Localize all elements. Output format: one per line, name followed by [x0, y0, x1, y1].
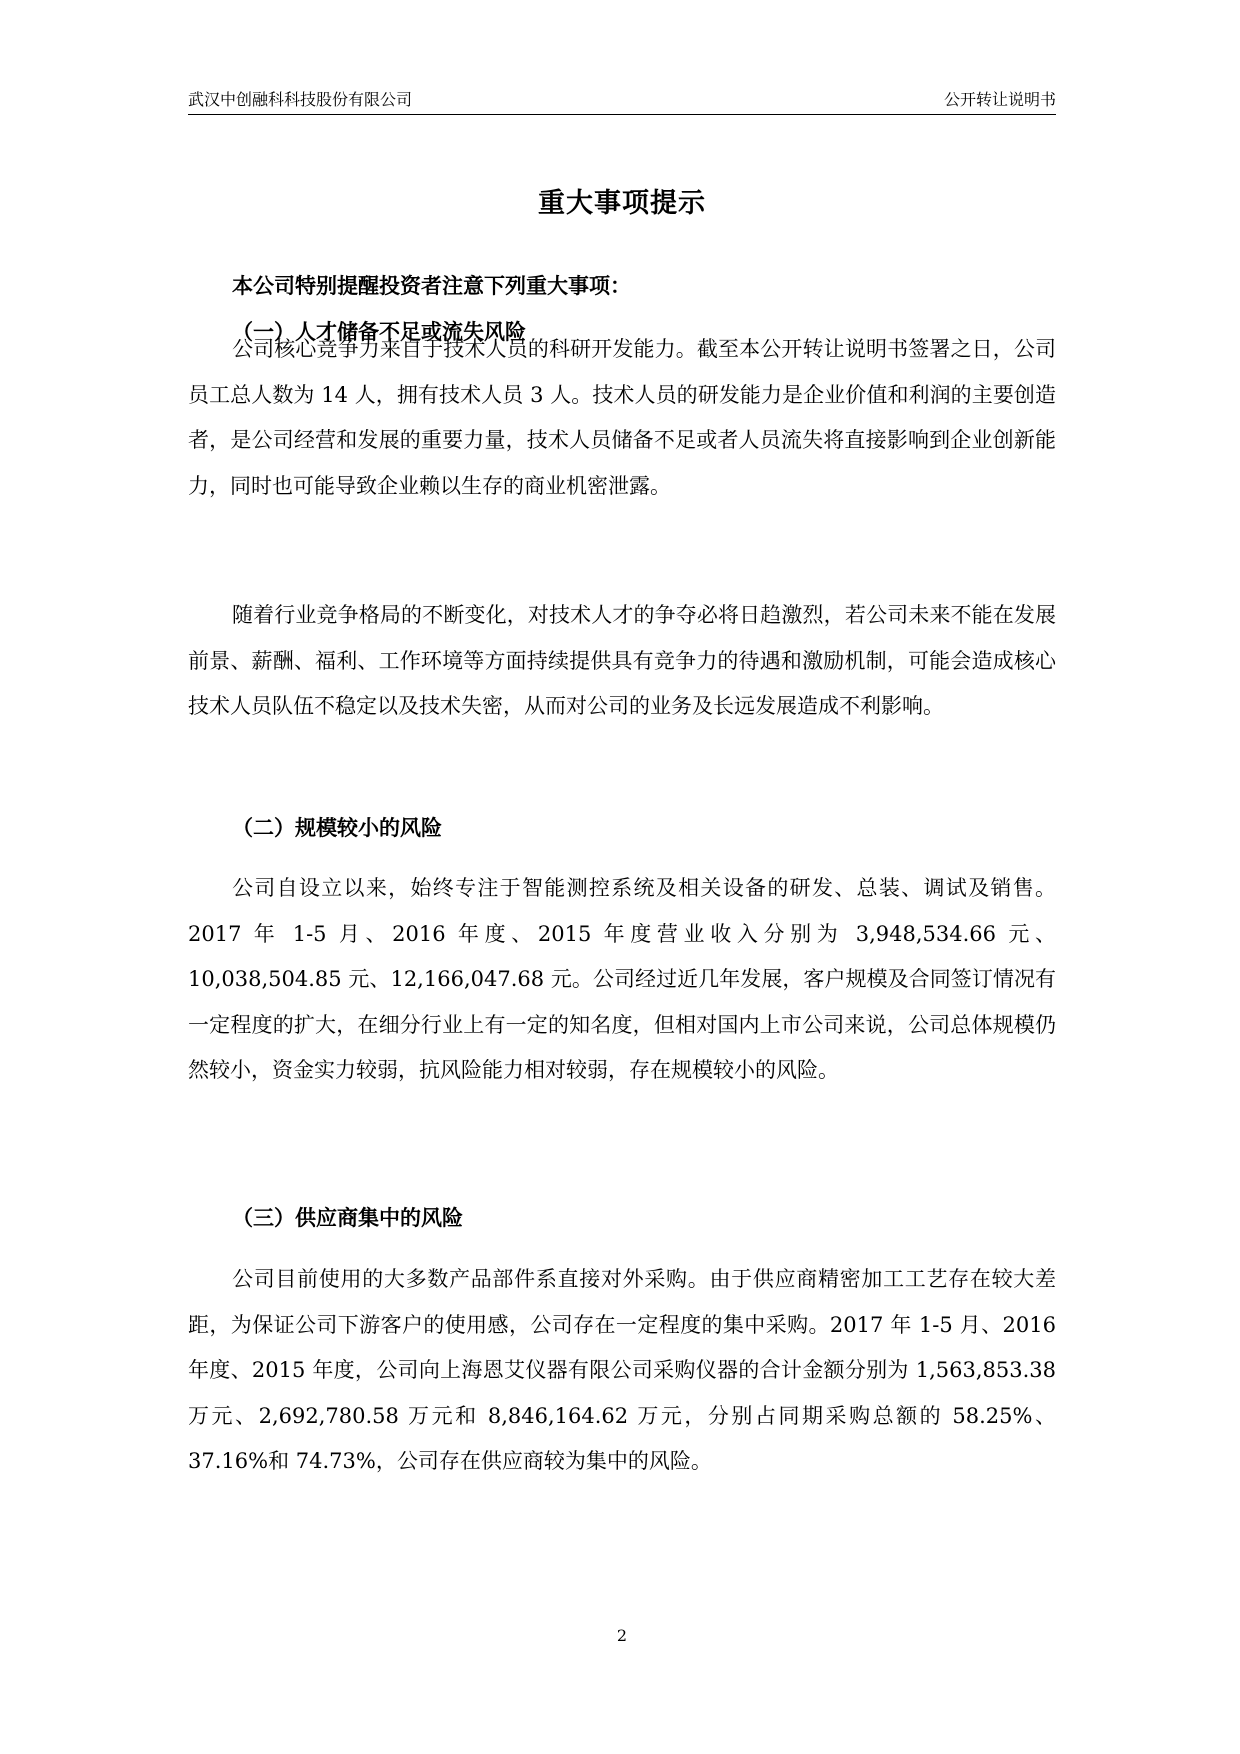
- page-header: [188, 86, 1056, 115]
- page-number: 2: [616, 1626, 628, 1645]
- intro-statement: 本公司特别提醒投资者注意下列重大事项：: [232, 273, 631, 298]
- section-1-paragraph-2: 随着行业竞争格局的不断变化，对技术人才的争夺必将日趋激烈，若公司未来不能在发展前景、薪酬、福利、工作环境等方面持续提供具有竞争力的待遇和激励机制，可能会造成核心技术人员队伍不稳定以及技术失密，从而对公司的业务及长远发展造成不利影响。: [188, 603, 1056, 718]
- header-company-name: 武汉中创融科科技股份有限公司: [188, 90, 413, 109]
- section-1-paragraph-1: 公司核心竞争力来自于技术人员的科研开发能力。截至本公开转让说明书签署之日，公司员工总人数为 14 人，拥有技术人员 3 人。技术人员的研发能力是企业价值和利润的主要创造者，是公司经营和发展的重要力量，技术人员储备不足或者人员流失将直接影响到企业创新能力，同时也可能导致企业赖以生存的商业机密泄露。: [188, 337, 1056, 498]
- section-1-heading: （一）人才储备不足或流失风险: [232, 319, 526, 344]
- header-document-type: 公开转让说明书: [943, 90, 1056, 109]
- section-3-paragraph-1: 公司目前使用的大多数产品部件系直接对外采购。由于供应商精密加工工艺存在较大差距，为保证公司下游客户的使用感，公司存在一定程度的集中采购。2017 年 1-5 月、2016 年度、2015 年度，公司向上海恩艾仪器有限公司采购仪器的合计金额分别为 1,563,853.38 万元、2,692,780.58 万元和 8,846,164.62 万元，分别占同期采购总额的 58.25%、37.16%和 74.73%，公司存在供应商较为集中的风险。: [188, 1267, 1056, 1473]
- section-2-heading: （二）规模较小的风险: [232, 815, 442, 840]
- section-3-heading: （三）供应商集中的风险: [232, 1205, 463, 1230]
- page-title: 重大事项提示: [538, 188, 706, 219]
- section-2-paragraph-1: 公司自设立以来，始终专注于智能测控系统及相关设备的研发、总装、调试及销售。2017 年 1-5 月、2016 年度、2015 年度营业收入分别为 3,948,534.66 元、10,038,504.85 元、12,166,047.68 元。公司经过近几年发展，客户规模及合同签订情况有一定程度的扩大，在细分行业上有一定的知名度，但相对国内上市公司来说，公司总体规模仍然较小，资金实力较弱，抗风险能力相对较弱，存在规模较小的风险。: [188, 876, 1056, 1082]
